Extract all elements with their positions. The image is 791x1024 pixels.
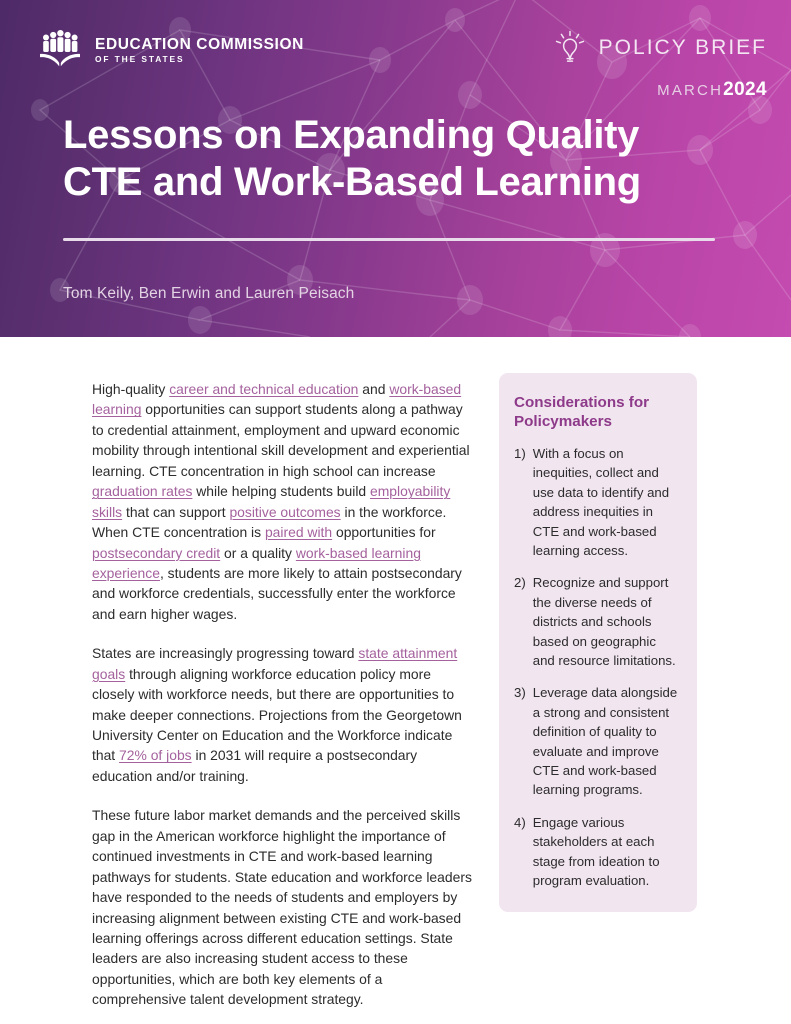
header-banner [0,0,791,337]
inline-link[interactable]: paired with [264,524,333,541]
list-item-text: Recognize and support the diverse needs of districts and schools based on geographic and resource limitations. [532,575,676,668]
list-item-number: 3) [514,685,526,701]
body-paragraph: High-quality career and technical education and work-based learning opportunities can support students along a pathway to credential attainment, employment and upward economic mobility through intentional skill development and experiential learning. CTE concentration in high school can increase graduation rates while helping students build employability skills that can support positive outcomes in the workforce. When CTE concentration is paired with opportunities for postsecondary credit or a quality work-based learning experience, students are more likely to attain postsecondary and workforce credentials, successfully enter the workforce and earn higher wages. [92,381,470,622]
ecs-logo[interactable] [38,30,304,70]
people-on-book-icon [38,30,82,70]
publication-month: MARCH [657,82,724,99]
inline-link[interactable]: graduation rates [92,483,193,500]
list-item-text: Engage various stakeholders at each stage from ideation to program evaluation. [532,814,660,889]
page-title-line-1: Lessons on Expanding Quality [63,113,640,157]
inline-link[interactable]: career and technical education [169,381,359,397]
list-item [514,813,680,891]
body-paragraph: These future labor market demands and the perceived skills gap in the American workforce highlight the importance of continued investments in CTE and work-based learning pathways for students. State education and workforce leaders have responded to the needs of students and employers by increasing alignment between existing CTE and work-based learning offerings across different education settings. State leaders are also increasing student access to these opportunities, which are both key elements of a comprehensive talent development strategy. [92,807,472,1008]
inline-link[interactable]: positive outcomes [229,503,341,520]
list-item [514,683,680,799]
logo-primary-text: EDUCATION COMMISSION [95,35,304,53]
list-item [514,444,680,560]
callout-list [514,444,680,891]
body-paragraph: States are increasingly progressing toward state attainment goals through aligning workforce education policy more closely with workforce needs, but there are opportunities to make deeper connections. Projections from the Georgetown University Center on Education and the Workforce indicate that 72% of jobs in 2031 will require a postsecondary education and/or training. [92,645,462,784]
considerations-callout [499,373,697,912]
list-item-number: 4) [514,814,526,830]
main-content-column [92,379,477,1010]
list-item-text: With a focus on inequities, collect and use data to identify and address inequities in CTE and work-based learning access. [532,445,670,558]
page-title [63,112,743,206]
inline-link[interactable]: state attainment goals [92,645,458,682]
list-item-text: Leverage data alongside a strong and consistent definition of quality to evaluate and improve CTE and work-based learning programs. [532,685,678,798]
authors-byline: Tom Keily, Ben Erwin and Lauren Peisach [63,285,355,302]
inline-link[interactable]: work-based learning experience [92,544,421,581]
policy-brief-badge [555,30,767,99]
inline-link[interactable]: employability skills [92,483,451,520]
lightbulb-icon [555,30,585,64]
title-divider [63,238,715,241]
policy-brief-label: POLICY BRIEF [598,35,767,59]
inline-link[interactable]: postsecondary credit [92,544,221,561]
list-item-number: 1) [514,445,526,461]
callout-heading: Considerations for Policymakers [514,394,650,431]
list-item [514,573,680,670]
logo-secondary-text: OF THE STATES [95,54,185,65]
inline-link[interactable]: 72% of jobs [119,747,192,764]
publication-date [555,80,767,99]
page-title-line-2: CTE and Work-Based Learning [63,160,641,205]
list-item-number: 2) [514,575,526,591]
inline-link[interactable]: work-based learning [92,381,462,418]
publication-year: 2024 [723,79,767,100]
